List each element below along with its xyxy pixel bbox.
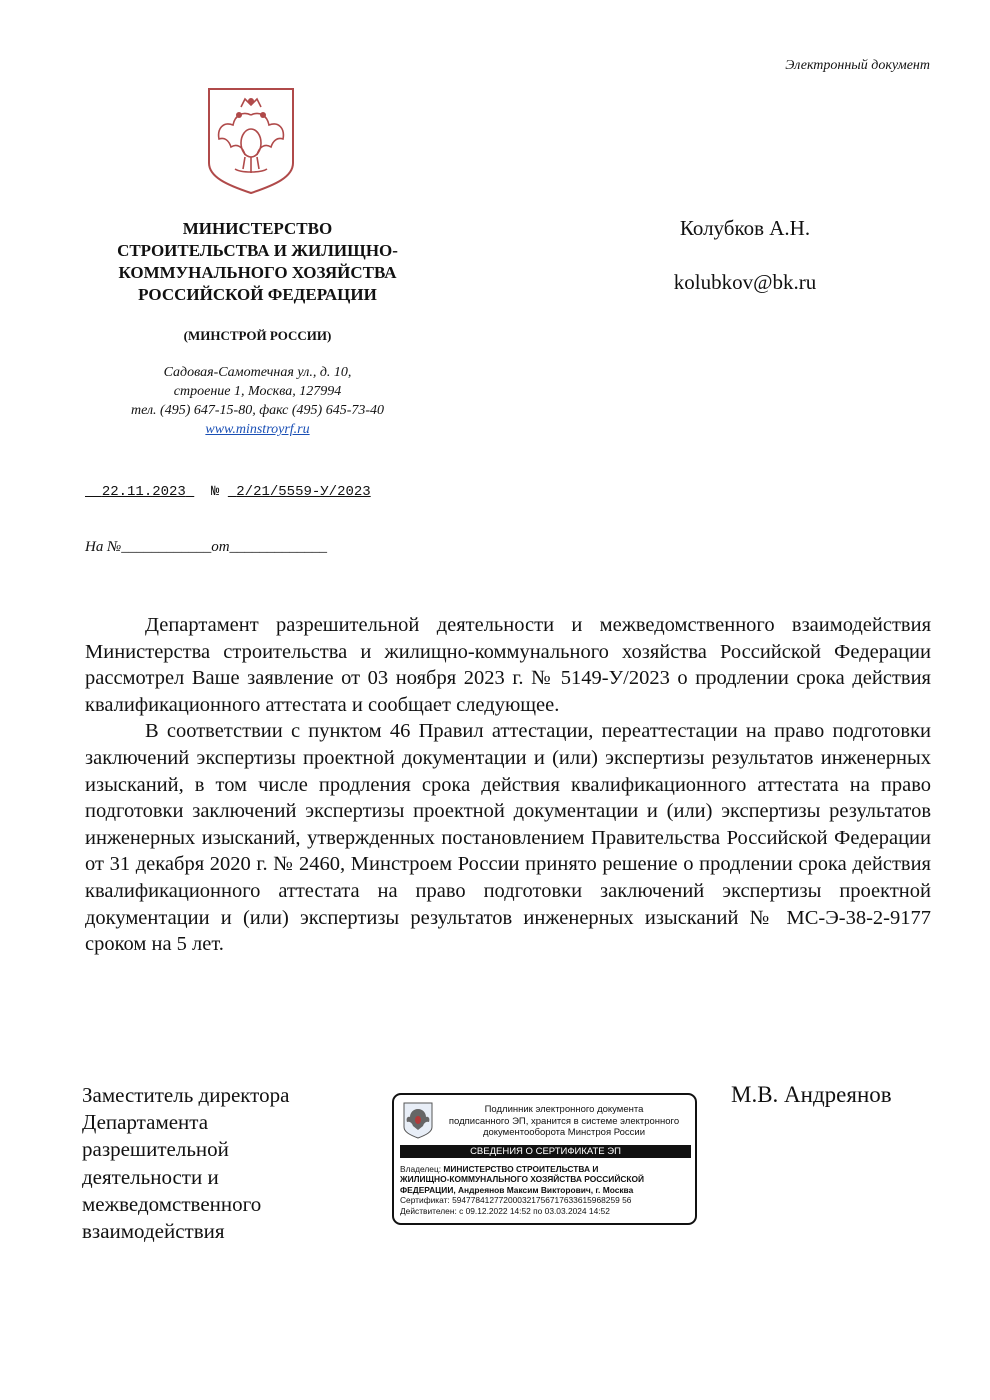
signer-title-line: Заместитель директора	[82, 1083, 290, 1107]
body-paragraph: Департамент разрешительной деятельности и межведомственного взаимодействия Министерства строительства и жилищно-коммунального хозяйства Российской Федерации рассмотрел Ваше заявление от 03 ноября 2023 г. № 5149-У/2023 о продлении срока действия квалификационного аттестата и сообщает следующее.	[85, 614, 931, 716]
electronic-document-label: Электронный документ	[785, 58, 930, 73]
stamp-header-line: Подлинник электронного документа	[484, 1104, 644, 1115]
ministry-logo-icon	[402, 1101, 434, 1139]
ministry-name-line: КОММУНАЛЬНОГО ХОЗЯЙСТВА	[118, 263, 397, 282]
owner-label: Владелец:	[400, 1164, 442, 1174]
ministry-name	[60, 218, 455, 306]
signer-title-line: деятельности и	[82, 1164, 219, 1189]
recipient-block	[640, 215, 850, 295]
signer-title-line: межведомственного	[82, 1191, 262, 1216]
registration-number: 2/21/5559-У/2023	[236, 484, 371, 500]
ministry-name-line: МИНИСТЕРСТВО	[182, 219, 333, 238]
ministry-address	[60, 363, 455, 439]
certificate-validity: Действителен: с 09.12.2022 14:52 по 03.03.2024 14:52	[400, 1205, 610, 1216]
signer-title	[82, 1082, 289, 1245]
russian-coat-of-arms-emblem	[205, 85, 297, 195]
stamp-header	[439, 1104, 689, 1139]
recipient-name: Колубков А.Н.	[679, 216, 811, 240]
ministry-short-name: (МИНСТРОЙ РОССИИ)	[183, 328, 332, 343]
address-line: Садовая-Самотечная ул., д. 10,	[163, 365, 352, 380]
registration-date: 22.11.2023	[101, 484, 186, 500]
ministry-website-link[interactable]: www.minstroyrf.ru	[205, 422, 310, 437]
electronic-signature-stamp	[392, 1093, 697, 1225]
contact-phones: тел. (495) 647-15-80, факс (495) 645-73-40	[130, 403, 385, 418]
certificate-info-bar: СВЕДЕНИЯ О СЕРТИФИКАТЕ ЭП	[400, 1145, 691, 1158]
recipient-email: kolubkov@bk.ru	[673, 270, 817, 294]
reference-line: На №____________от_____________	[85, 539, 328, 555]
body-paragraph: В соответствии с пунктом 46 Правил аттестации, переаттестации на право подготовки заключений экспертизы проектной документации и (или) экспертизы результатов инженерных изысканий, в том числе продления срока действия квалификационного аттестата на право подготовки заключений экспертизы проектной документации и (или) экспертизы результатов инженерных изысканий, утвержденных постановлением Правительства Российской Федерации от 31 декабря 2020 г. № 2460, Минстроем России принято решение о продлении срока действия квалификационного аттестата на право подготовки заключений экспертизы проектной документации и (или) экспертизы результатов инженерных изысканий № МС-Э-38-2-9177 сроком на 5 лет.	[85, 720, 931, 956]
signer-title-line: Департамента	[82, 1110, 209, 1135]
signer-title-line: взаимодействия	[82, 1219, 225, 1244]
address-line: строение 1, Москва, 127994	[173, 384, 342, 399]
owner-value: ФЕДЕРАЦИИ, Андреянов Максим Викторович, г. Москва	[400, 1184, 634, 1195]
ministry-name-line: СТРОИТЕЛЬСТВА И ЖИЛИЩНО-	[117, 241, 398, 260]
stamp-header-line: документооборота Минстроя России	[482, 1127, 646, 1138]
ministry-header	[60, 218, 455, 439]
number-sign: №	[211, 484, 220, 500]
signer-title-line: разрешительной	[82, 1137, 229, 1162]
stamp-header-line: подписанного ЭП, хранится в системе электронного	[448, 1115, 680, 1127]
ministry-name-line: РОССИЙСКОЙ ФЕДЕРАЦИИ	[138, 285, 377, 304]
certificate-number: Сертификат: 594778412772000321756717633615968259 56	[400, 1195, 632, 1206]
certificate-details	[400, 1164, 696, 1216]
letter-body	[85, 612, 931, 958]
signer-name: М.В. Андреянов	[731, 1082, 892, 1107]
owner-value: ЖИЛИЩНО-КОММУНАЛЬНОГО ХОЗЯЙСТВА РОССИЙСКОЙ	[400, 1174, 645, 1185]
owner-value: МИНИСТЕРСТВО СТРОИТЕЛЬСТВА И	[443, 1164, 599, 1174]
registration-line	[85, 484, 371, 500]
